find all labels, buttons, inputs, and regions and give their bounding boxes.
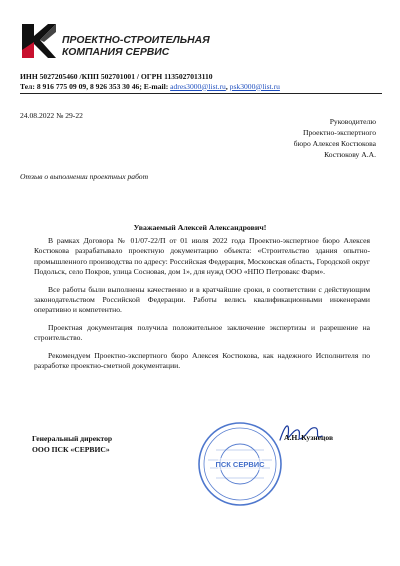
addressee-line: Руководителю bbox=[329, 117, 376, 126]
signatory-block bbox=[32, 433, 112, 455]
stamp-center-text: ПСК СЕРВИС bbox=[215, 460, 265, 469]
addressee-line: Проектно-экспертного bbox=[302, 128, 376, 137]
addressee-block bbox=[294, 116, 376, 160]
registration-date-number: 24.08.2022 № 29-22 bbox=[20, 111, 83, 120]
email-link-1[interactable]: adres3000@list.ru bbox=[170, 81, 226, 91]
company-name-line2: КОМПАНИЯ СЕРВИС bbox=[62, 47, 170, 58]
company-name bbox=[62, 35, 210, 59]
company-ids: ИНН 5027205460 /КПП 502701001 / ОГРН 1135027013110 bbox=[20, 72, 213, 81]
body-paragraph: В рамках Договора № 01/07-22/П от 01 июля 2022 года Проектно-экспертное бюро Алексея Костюкова разрабатывало проектную документацию объекта: «Строительство здания опытно-промышленного производства по адресу: Российская Федерация, Московская область, Городской округ Подольск, село Покров, улица Сосновая, дом 1», для нужд ООО «НПО Петровакс Фарм». bbox=[34, 236, 370, 276]
signatory-name: А.Н. Кузнецов bbox=[284, 433, 334, 442]
letter-subject: Отзыв о выполнении проектных работ bbox=[20, 172, 149, 181]
body-paragraph: Проектная документация получила положительное заключение экспертизы и разрешение на строительство. bbox=[34, 323, 370, 343]
body-paragraph: Все работы были выполнены качественно и в кратчайшие сроки, в соответствии с действующим законодательством Российской Федерации. Работы велись квалификационными инженерами оперативно и компетентно. bbox=[34, 284, 370, 315]
addressee-line: бюро Алексея Костюкова bbox=[293, 139, 376, 148]
company-logo bbox=[20, 22, 58, 62]
signatory-organization: ООО ПСК «СЕРВИС» bbox=[32, 445, 110, 454]
phone-line: Тел: 8 916 775 09 09, 8 926 353 30 46; E-mail: bbox=[20, 81, 171, 91]
company-stamp bbox=[196, 420, 284, 508]
email-link-2[interactable]: psk3000@list.ru bbox=[229, 81, 280, 91]
company-contacts bbox=[20, 82, 280, 92]
signatory-position: Генеральный директор bbox=[32, 434, 113, 443]
addressee-line: Костюкову А.А. bbox=[324, 150, 376, 159]
company-name-line1: ПРОЕКТНО-СТРОИТЕЛЬНАЯ bbox=[62, 35, 210, 46]
letter-body bbox=[34, 236, 370, 379]
body-paragraph: Рекомендуем Проектно-экспертного бюро Алексея Костюкова, как надежного Исполнителя по разработке проектно-сметной документации. bbox=[34, 351, 370, 371]
header-rule bbox=[20, 93, 382, 94]
greeting: Уважаемый Алексей Александрович! bbox=[133, 223, 267, 232]
company-requisites bbox=[20, 72, 280, 91]
email-separator: , bbox=[225, 81, 230, 91]
